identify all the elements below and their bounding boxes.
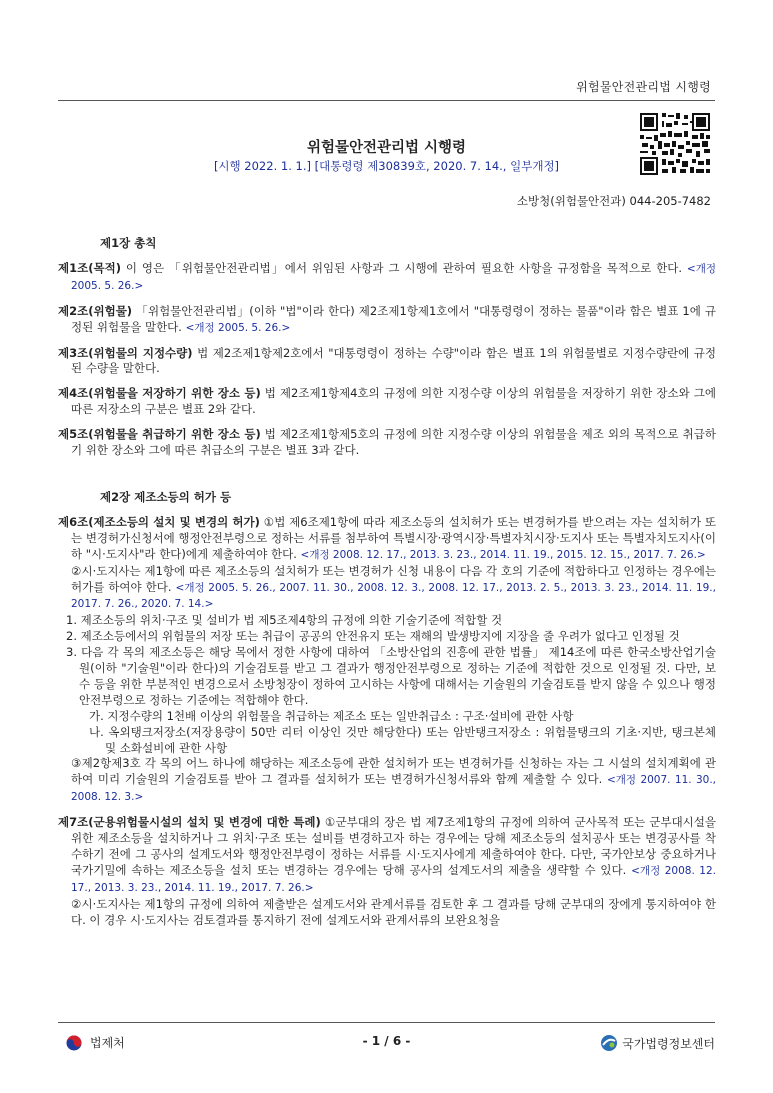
document-title: 위험물안전관리법 시행령 [306, 140, 467, 156]
sub-list-item: 나. 옥외탱크저장소(저장용량이 50만 리터 이상인 것만 해당한다) 또는 암반탱크저장소 : 위험물탱크의 기초·지반, 탱크본체 및 소화설비에 관한 사항 [89, 724, 716, 755]
article-text: 법 제2조제1항제5호의 규정에 의한 지정수량 이상의 위험물을 제조 외의 목적으로 취급하기 위한 장소와 그에 따른 취급소의 구분은 별표 3과 같다. [71, 427, 716, 458]
paragraph [58, 564, 716, 614]
article-heading: 제5조(위험물을 취급하기 위한 장소 등) [58, 427, 261, 442]
running-title: 위험물안전관리법 시행령 [576, 80, 711, 94]
paragraph-text: ①법 제6조제1항에 따라 제조소등의 설치허가 또는 변경허가를 받으려는 자는 설치허가 또는 변경허가신청서에 행정안전부령으로 정하는 서류를 첨부하여 특별시장·광역시장·특별자치시장·도지사 또는 특별자치도지사(이하 "시·도지사"라 한다)에게 제출하여야 한다. [71, 514, 716, 561]
article-text: 법 제2조제1항제2호에서 "대통령령이 정하는 수량"이라 함은 별표 1의 위험물별로 지정수량란에 규정된 수량을 말한다. [71, 345, 716, 376]
law-center-logo-icon [600, 1034, 618, 1052]
revision-note: <개정 2005. 5. 26.> [185, 321, 291, 334]
article-text: 법 제2조제1항제4호의 규정에 의한 지정수량 이상의 위험물을 저장하기 위한 장소와 그에 따른 저장소의 구분은 별표 2와 같다. [71, 386, 716, 417]
revision-note: <개정 2008. 12. 17., 2013. 3. 23., 2014. 11. 19., 2017. 7. 26.> [71, 864, 716, 894]
article-1 [58, 261, 716, 295]
list-item: 1. 제조소등의 위치·구조 및 설비가 법 제5조제4항의 규정에 의한 기술기준에 적합할 것 [66, 613, 503, 628]
article-7 [58, 815, 716, 897]
list-item: 2. 제조소등에서의 위험물의 저장 또는 취급이 공공의 안전유지 또는 재해의 발생방지에 지장을 줄 우려가 없다고 인정될 것 [66, 629, 680, 644]
footer-center-label: 국가법령정보센터 [622, 1036, 715, 1051]
footer-divider [58, 1022, 715, 1023]
sub-list-item: 가. 지정수량의 1천배 이상의 위험물을 취급하는 제조소 또는 일반취급소 : 구조·설비에 관한 사항 [89, 708, 574, 723]
paragraph-text: ①군부대의 장은 법 제7조제1항의 규정에 의하여 군사목적 또는 군부대시설을 위한 제조소등을 설치하거나 그 위치·구조 또는 설비를 변경하고자 하는 경우에는 당해 제조소등의 설치공사 또는 변경공사를 착수하기 전에 그 공사의 설계도서와 행정안전부령이 정하는 서류를 시·도지사에게 제출하여야 한다. 다만, 국가안보상 중요하거나 국가기밀에 속하는 제조소등을 설치 또는 변경하는 경우에는 당해 공사의 설계도서의 제출을 생략할 수 있다. [71, 815, 717, 877]
document-body [58, 236, 716, 929]
article-heading: 제6조(제조소등의 설치 및 변경의 허가) [58, 514, 260, 529]
revision-note: <개정 2008. 12. 17., 2013. 3. 23., 2014. 11. 19., 2015. 12. 15., 2017. 7. 26.> [300, 548, 706, 561]
paragraph [58, 897, 716, 929]
article-6 [58, 515, 716, 564]
article-5 [58, 427, 716, 459]
revision-note: <개정 2005. 5. 26.> [71, 262, 716, 292]
document-subtitle: [시행 2022. 1. 1.] [대통령령 제30839호, 2020. 7. 14., 일부개정] [213, 159, 560, 173]
revision-note: <개정 2005. 5. 26., 2007. 11. 30., 2008. 12. 3., 2008. 12. 17., 2013. 2. 5., 2013. 3. 23., 2014. 11. 19., 2017. 7. 26., 2020. 7. 14.> [71, 581, 716, 611]
article-heading: 제1조(목적) [58, 260, 121, 275]
footer-source-label: 법제처 [90, 1036, 125, 1050]
article-text: 「위험물안전관리법」(이하 "법"이라 한다) 제2조제1항제1호에서 "대통령령이 정하는 물품"이라 함은 별표 1에 규정된 위험물을 말한다. [71, 303, 716, 334]
article-3 [58, 346, 716, 378]
chapter-heading: 제2장 제조소등의 허가 등 [100, 489, 232, 504]
article-2 [58, 304, 716, 337]
header-divider [58, 100, 715, 101]
article-heading: 제2조(위험물) [58, 303, 133, 318]
paragraph-text: ③제2항제3호 각 목의 어느 하나에 해당하는 제조소등에 관한 설치허가 또는 변경허가를 신청하는 자는 그 시설의 설치계획에 관하여 미리 기술원의 기술검토를 받아 그 결과를 설치허가 또는 변경허가신청서류와 함께 제출할 수 있다. [71, 756, 716, 787]
paragraph [58, 756, 716, 806]
page-number: - 1 / 6 - [362, 1034, 411, 1048]
paragraph-text: ②시·도지사는 제1항에 따른 제조소등의 설치허가 또는 변경허가 신청 내용이 다음 각 호의 기준에 적합하다고 인정하는 경우에는 허가를 하여야 한다. [71, 563, 716, 594]
paragraph-text: ②시·도지사는 제1항의 규정에 의하여 제출받은 설계도서와 관계서류를 검토한 후 그 결과를 당해 군부대의 장에게 통지하여야 한다. 이 경우 시·도지사는 검토결과를 통지하기 전에 설계도서와 관계서류의 보완요청을 [71, 896, 716, 927]
list-item: 3. 다음 각 목의 제조소등은 해당 목에서 정한 사항에 대하여 「소방산업의 진흥에 관한 법률」 제14조에 따른 한국소방산업기술원(이하 "기술원"이라 한다)의 기술검토를 받고 그 결과가 행정안전부령으로 정하는 기준에 적합한 것으로 인정될 것. 다만, 보수 등을 위한 부분적인 변경으로서 소방청장이 정하여 고시하는 사항에 대해서는 기술원의 기술검토를 받지 않을 수 있으나 행정안전부령으로 정하는 기준에는 적합해야 한다. [66, 645, 716, 707]
chapter-heading: 제1장 총칙 [100, 236, 157, 250]
article-heading: 제3조(위험물의 지정수량) [58, 345, 193, 360]
article-heading: 제7조(군용위험물시설의 설치 및 변경에 대한 특례) [58, 815, 321, 830]
article-4 [58, 386, 716, 418]
article-heading: 제4조(위험물을 저장하기 위한 장소 등) [58, 386, 261, 401]
article-text: 이 영은 「위험물안전관리법」에서 위임된 사항과 그 시행에 관하여 필요한 사항을 규정함을 목적으로 한다. [120, 260, 687, 275]
agency-contact: 소방청(위험물안전과) 044-205-7482 [516, 194, 711, 208]
footer-center [600, 1034, 715, 1052]
revision-note: <개정 2007. 11. 30., 2008. 12. 3.> [71, 774, 716, 804]
